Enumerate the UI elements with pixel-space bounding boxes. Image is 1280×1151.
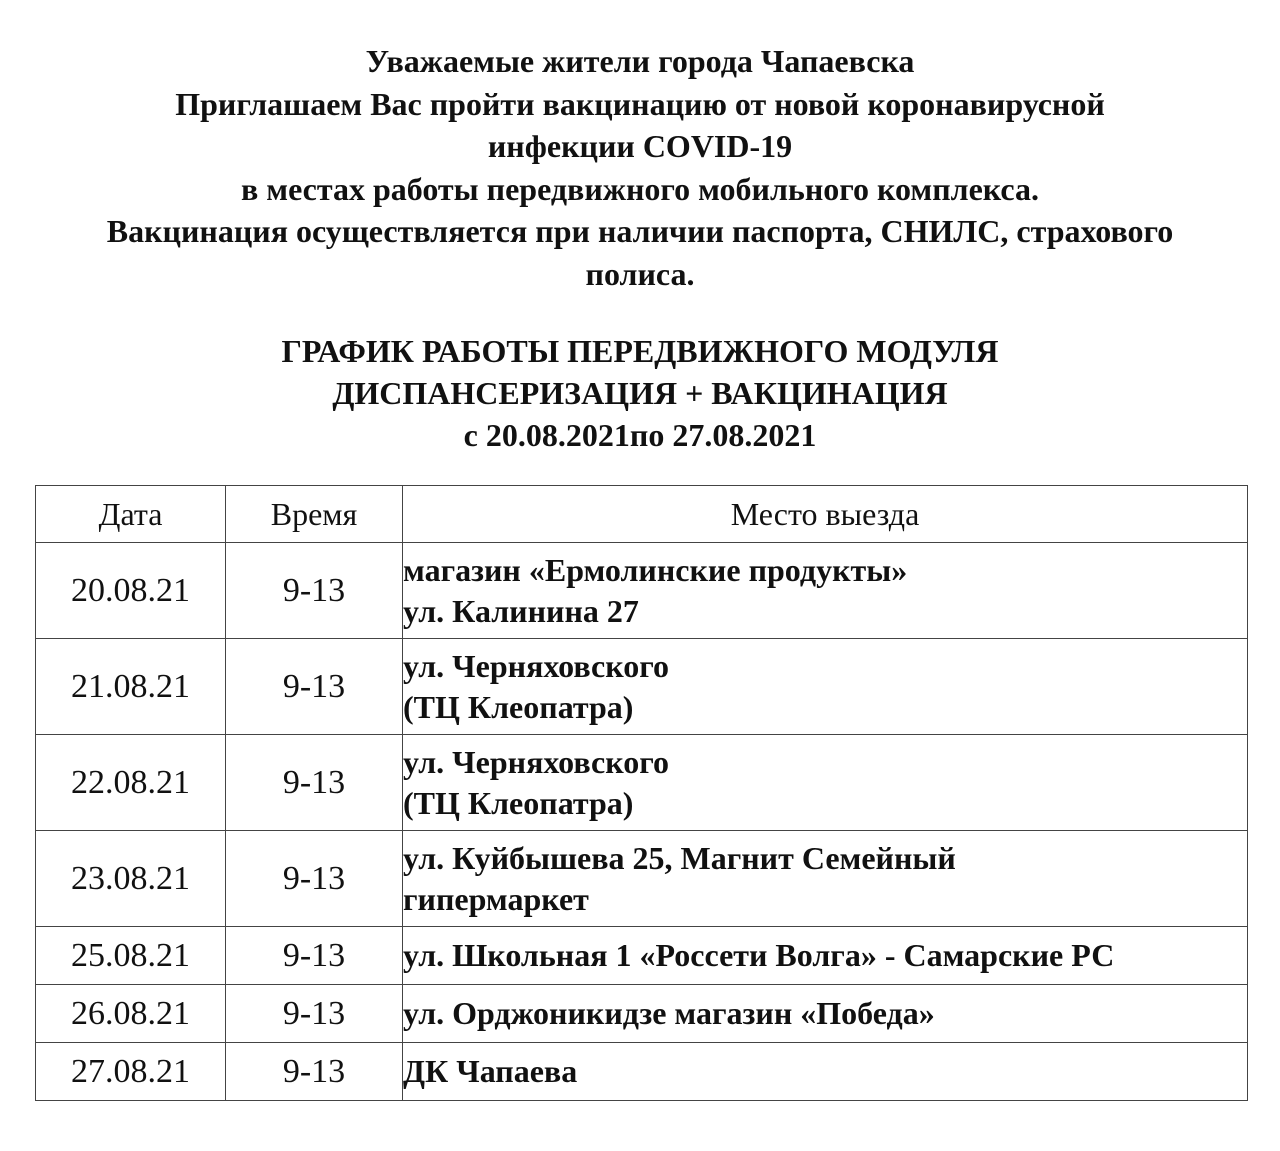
row-place bbox=[403, 1043, 1248, 1101]
row-time: 9-13 bbox=[226, 927, 403, 985]
row-date: 25.08.21 bbox=[36, 927, 226, 985]
intro-line: полиса. bbox=[585, 255, 695, 292]
row-place bbox=[403, 639, 1248, 735]
row-place bbox=[403, 543, 1248, 639]
table-row bbox=[36, 831, 1248, 927]
table-row bbox=[36, 543, 1248, 639]
table-row bbox=[36, 639, 1248, 735]
schedule-date-range: с 20.08.2021по 27.08.2021 bbox=[463, 417, 817, 453]
row-date: 26.08.21 bbox=[36, 985, 226, 1043]
intro-line: Уважаемые жители города Чапаевска bbox=[365, 43, 915, 79]
header-date: Дата bbox=[36, 486, 226, 543]
row-date: 20.08.21 bbox=[36, 543, 226, 639]
row-time: 9-13 bbox=[226, 1043, 403, 1101]
intro-announcement bbox=[0, 40, 1280, 295]
schedule-table bbox=[35, 485, 1248, 1101]
header-time: Время bbox=[226, 486, 403, 543]
schedule-subtitle: ДИСПАНСЕРИЗАЦИЯ + ВАКЦИНАЦИЯ bbox=[332, 375, 948, 411]
intro-line: инфекции COVID-19 bbox=[487, 128, 793, 164]
row-time: 9-13 bbox=[226, 831, 403, 927]
place-line: (ТЦ Клеопатра) bbox=[403, 688, 634, 725]
row-time: 9-13 bbox=[226, 543, 403, 639]
place-line: ул. Черняховского bbox=[403, 743, 669, 780]
table-row bbox=[36, 927, 1248, 985]
table-row bbox=[36, 1043, 1248, 1101]
row-place bbox=[403, 927, 1248, 985]
intro-line: Вакцинация осуществляется при наличии паспорта, СНИЛС, страхового bbox=[106, 213, 1174, 249]
schedule-heading bbox=[0, 330, 1280, 456]
place-line: ул. Школьная 1 «Россети Волга» - Самарские РС bbox=[403, 937, 1115, 973]
place-line: (ТЦ Клеопатра) bbox=[403, 784, 634, 821]
row-place bbox=[403, 831, 1248, 927]
place-line: магазин «Ермолинские продукты» bbox=[403, 551, 908, 588]
row-time: 9-13 bbox=[226, 639, 403, 735]
row-date: 27.08.21 bbox=[36, 1043, 226, 1101]
row-date: 21.08.21 bbox=[36, 639, 226, 735]
row-place bbox=[403, 735, 1248, 831]
row-time: 9-13 bbox=[226, 985, 403, 1043]
place-line: ул. Калинина 27 bbox=[403, 592, 639, 629]
intro-line: в местах работы передвижного мобильного комплекса. bbox=[240, 170, 1040, 207]
place-line: ул. Черняховского bbox=[403, 647, 669, 684]
place-line: ул. Куйбышева 25, Магнит Семейный bbox=[403, 839, 956, 876]
row-place bbox=[403, 985, 1248, 1043]
schedule-title: ГРАФИК РАБОТЫ ПЕРЕДВИЖНОГО МОДУЛЯ bbox=[281, 333, 999, 369]
place-line: гипермаркет bbox=[403, 880, 589, 917]
table-row bbox=[36, 735, 1248, 831]
intro-line: Приглашаем Вас пройти вакцинацию от новой коронавирусной bbox=[175, 85, 1105, 122]
place-line: ДК Чапаева bbox=[403, 1053, 578, 1089]
table-header-row bbox=[36, 486, 1248, 543]
table-row bbox=[36, 985, 1248, 1043]
header-place: Место выезда bbox=[403, 486, 1248, 543]
row-date: 23.08.21 bbox=[36, 831, 226, 927]
row-date: 22.08.21 bbox=[36, 735, 226, 831]
row-time: 9-13 bbox=[226, 735, 403, 831]
place-line: ул. Орджоникидзе магазин «Победа» bbox=[403, 995, 935, 1031]
